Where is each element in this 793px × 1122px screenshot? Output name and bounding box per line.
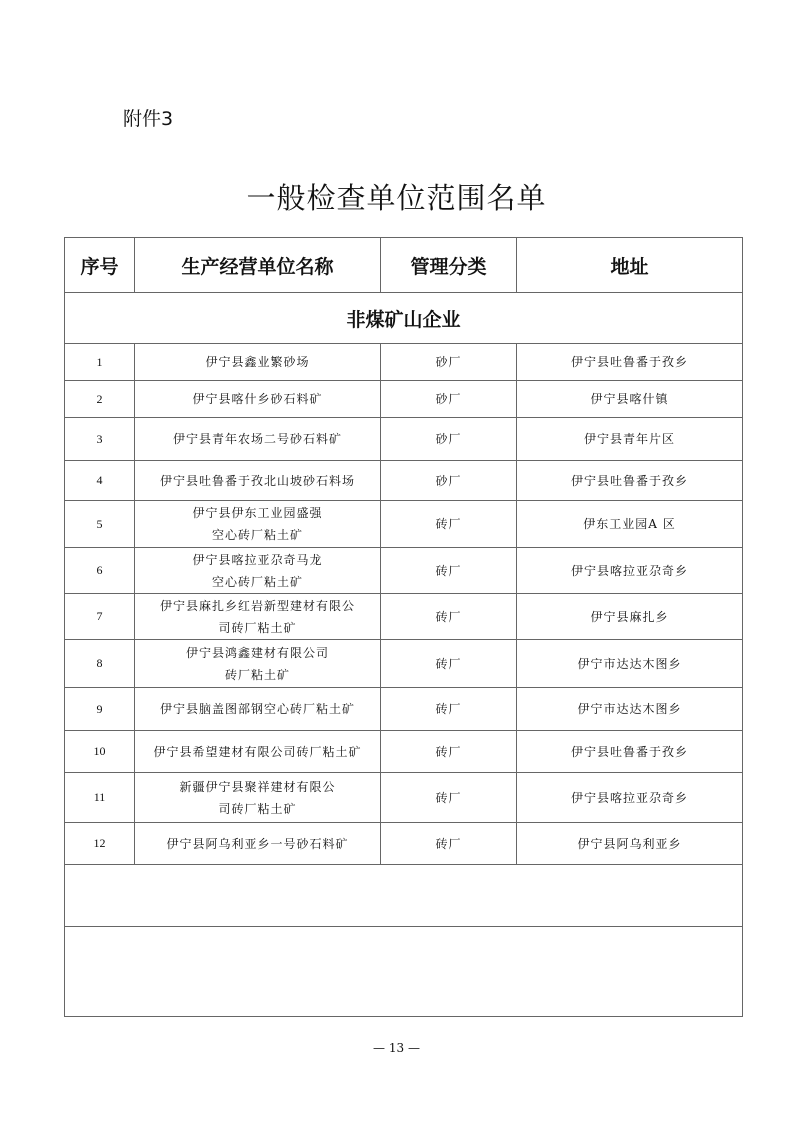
attachment-label: 附件3 bbox=[123, 108, 174, 130]
row-category: 砂厂 bbox=[381, 344, 517, 381]
header-unit-name: 生产经营单位名称 bbox=[135, 238, 381, 293]
row-category: 砂厂 bbox=[381, 418, 517, 461]
unit-name-line: 伊宁县吐鲁番于孜北山坡砂石料场 bbox=[159, 473, 355, 488]
row-serial: 10 bbox=[65, 731, 135, 773]
row-serial: 12 bbox=[65, 823, 135, 865]
row-category: 砖厂 bbox=[381, 731, 517, 773]
row-address: 伊宁县吐鲁番于孜乡 bbox=[517, 344, 743, 381]
unit-name-line: 砖厂粘土矿 bbox=[224, 667, 290, 682]
table-row bbox=[65, 501, 743, 548]
row-unit-name bbox=[135, 461, 381, 501]
unit-name-line: 伊宁县麻扎乡红岩新型建材有限公 bbox=[159, 598, 355, 613]
empty-row bbox=[65, 865, 743, 927]
row-unit-name bbox=[135, 823, 381, 865]
row-serial: 3 bbox=[65, 418, 135, 461]
empty-row bbox=[65, 927, 743, 1017]
unit-name-line: 伊宁县脑盖图部钢空心砖厂粘土矿 bbox=[159, 702, 355, 716]
unit-name-line: 空心砖厂粘土矿 bbox=[211, 574, 303, 589]
row-address: 伊宁县喀什镇 bbox=[517, 381, 743, 418]
table-row bbox=[65, 418, 743, 461]
row-category: 砖厂 bbox=[381, 594, 517, 640]
row-address: 伊宁县麻扎乡 bbox=[517, 594, 743, 640]
row-serial: 11 bbox=[65, 773, 135, 823]
row-unit-name bbox=[135, 381, 381, 418]
row-category: 砂厂 bbox=[381, 381, 517, 418]
unit-name-line: 伊宁县喀什乡砂石料矿 bbox=[192, 392, 323, 406]
row-category: 砖厂 bbox=[381, 688, 517, 731]
table-row bbox=[65, 823, 743, 865]
row-address: 伊宁县阿乌利亚乡 bbox=[517, 823, 743, 865]
table-row bbox=[65, 381, 743, 418]
header-serial: 序号 bbox=[65, 238, 135, 293]
row-category: 砖厂 bbox=[381, 548, 517, 594]
empty-cell bbox=[65, 865, 743, 927]
row-address: 伊宁市达达木图乡 bbox=[517, 640, 743, 688]
section-row bbox=[65, 293, 743, 344]
row-unit-name bbox=[135, 773, 381, 823]
unit-name-line: 伊宁县青年农场二号砂石料矿 bbox=[172, 432, 342, 446]
unit-name-line: 伊宁县鸿鑫建材有限公司 bbox=[185, 645, 329, 660]
unit-name-line: 空心砖厂粘土矿 bbox=[211, 528, 303, 542]
row-unit-name bbox=[135, 640, 381, 688]
unit-name-line: 伊宁县喀拉亚尕奇马龙 bbox=[192, 552, 323, 567]
unit-name-line: 伊宁县伊东工业园盛强 bbox=[192, 506, 323, 520]
table-row bbox=[65, 344, 743, 381]
page-number: — 13 — bbox=[373, 1041, 420, 1055]
table-row bbox=[65, 461, 743, 501]
row-unit-name bbox=[135, 594, 381, 640]
row-address: 伊宁市达达木图乡 bbox=[517, 688, 743, 731]
empty-cell bbox=[65, 927, 743, 1017]
row-serial: 5 bbox=[65, 501, 135, 548]
unit-name-line: 伊宁县阿乌利亚乡一号砂石料矿 bbox=[166, 836, 349, 851]
row-address: 伊宁县喀拉亚尕奇乡 bbox=[517, 773, 743, 823]
document-title: 一般检查单位范围名单 bbox=[246, 181, 547, 215]
row-serial: 9 bbox=[65, 688, 135, 731]
table-row bbox=[65, 548, 743, 594]
table-row bbox=[65, 773, 743, 823]
row-category: 砖厂 bbox=[381, 640, 517, 688]
row-address: 伊宁县吐鲁番于孜乡 bbox=[517, 731, 743, 773]
unit-name-line: 司砖厂粘土矿 bbox=[218, 620, 297, 635]
row-category: 砖厂 bbox=[381, 823, 517, 865]
row-address: 伊东工业园A 区 bbox=[517, 501, 743, 548]
row-unit-name bbox=[135, 688, 381, 731]
unit-name-line: 伊宁县鑫业繁砂场 bbox=[205, 355, 310, 369]
table-row bbox=[65, 594, 743, 640]
row-unit-name bbox=[135, 548, 381, 594]
table-row bbox=[65, 688, 743, 731]
unit-name-line: 司砖厂粘土矿 bbox=[218, 801, 297, 816]
row-serial: 2 bbox=[65, 381, 135, 418]
inspection-table bbox=[64, 237, 743, 1017]
row-category: 砖厂 bbox=[381, 501, 517, 548]
row-category: 砖厂 bbox=[381, 773, 517, 823]
unit-name-line: 新疆伊宁县聚祥建材有限公 bbox=[179, 779, 336, 794]
row-unit-name bbox=[135, 731, 381, 773]
row-address: 伊宁县吐鲁番于孜乡 bbox=[517, 461, 743, 501]
row-address: 伊宁县喀拉亚尕奇乡 bbox=[517, 548, 743, 594]
table-header-row bbox=[65, 238, 743, 293]
section-title: 非煤矿山企业 bbox=[65, 293, 743, 344]
row-serial: 4 bbox=[65, 461, 135, 501]
row-serial: 7 bbox=[65, 594, 135, 640]
row-category: 砂厂 bbox=[381, 461, 517, 501]
row-serial: 1 bbox=[65, 344, 135, 381]
header-address: 地址 bbox=[517, 238, 743, 293]
table-row bbox=[65, 640, 743, 688]
row-unit-name bbox=[135, 501, 381, 548]
row-serial: 6 bbox=[65, 548, 135, 594]
row-unit-name bbox=[135, 344, 381, 381]
table-row bbox=[65, 731, 743, 773]
unit-name-line: 伊宁县希望建材有限公司砖厂粘土矿 bbox=[153, 744, 362, 759]
header-category: 管理分类 bbox=[381, 238, 517, 293]
row-unit-name bbox=[135, 418, 381, 461]
row-address: 伊宁县青年片区 bbox=[517, 418, 743, 461]
row-serial: 8 bbox=[65, 640, 135, 688]
